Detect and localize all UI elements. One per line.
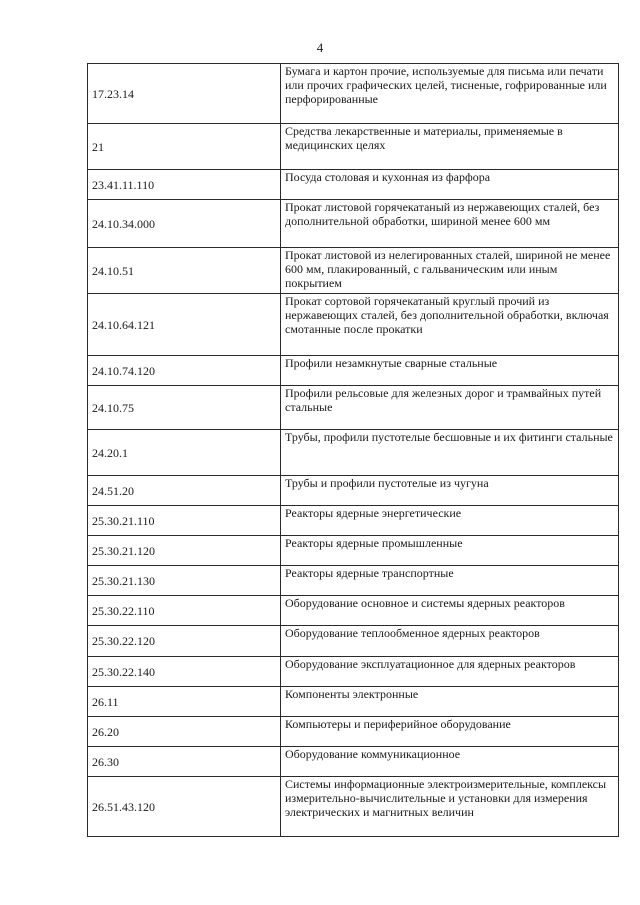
table-row: [88, 200, 619, 248]
product-code-cell: 24.10.64.121: [88, 294, 281, 356]
product-description-cell: Реакторы ядерные промышленные: [281, 536, 619, 566]
product-description-cell: Системы информационные электроизмерительные, комплексы измерительно-вычислительные и установки для измерения электрических и магнитных величин: [281, 777, 619, 837]
product-description-cell: Прокат листовой из нелегированных сталей, шириной не менее 600 мм, плакированный, с гальваническим или иным покрытием: [281, 248, 619, 294]
product-description-cell: Реакторы ядерные транспортные: [281, 566, 619, 596]
table-row: [88, 717, 619, 747]
product-code-cell: 25.30.22.110: [88, 596, 281, 626]
product-code-cell: 26.11: [88, 687, 281, 717]
table-row: [88, 294, 619, 356]
product-description-cell: Прокат листовой горячекатаный из нержавеющих сталей, без дополнительной обработки, шириной менее 600 мм: [281, 200, 619, 248]
product-description-cell: Оборудование основное и системы ядерных реакторов: [281, 596, 619, 626]
product-code-cell: 23.41.11.110: [88, 170, 281, 200]
product-code-cell: 21: [88, 124, 281, 170]
table-row: [88, 64, 619, 124]
product-code-cell: 24.51.20: [88, 476, 281, 506]
product-code-cell: 25.30.21.130: [88, 566, 281, 596]
product-code-cell: 17.23.14: [88, 64, 281, 124]
product-description-cell: Оборудование эксплуатационное для ядерных реакторов: [281, 657, 619, 687]
table-row: [88, 687, 619, 717]
page-number: 4: [316, 40, 324, 55]
product-code-cell: 26.20: [88, 717, 281, 747]
table-row: [88, 170, 619, 200]
product-description-cell: Оборудование коммуникационное: [281, 747, 619, 777]
product-code-cell: 25.30.21.110: [88, 506, 281, 536]
product-description-cell: Бумага и картон прочие, используемые для письма или печати или прочих графических целей, тисненые, гофрированные или перфорированные: [281, 64, 619, 124]
product-code-cell: 26.30: [88, 747, 281, 777]
table-body: [88, 64, 619, 837]
product-code-cell: 24.10.34.000: [88, 200, 281, 248]
product-description-cell: Профили незамкнутые сварные стальные: [281, 356, 619, 386]
table-row: [88, 626, 619, 657]
product-description-cell: Трубы, профили пустотелые бесшовные и их фитинги стальные: [281, 430, 619, 476]
product-code-cell: 24.10.74.120: [88, 356, 281, 386]
product-code-cell: 25.30.22.120: [88, 626, 281, 657]
table-row: [88, 248, 619, 294]
product-description-cell: Прокат сортовой горячекатаный круглый прочий из нержавеющих сталей, без дополнительной обработки, включая смотанные после прокатки: [281, 294, 619, 356]
table-row: [88, 777, 619, 837]
product-description-cell: Оборудование теплообменное ядерных реакторов: [281, 626, 619, 657]
product-description-cell: Компьютеры и периферийное оборудование: [281, 717, 619, 747]
table-row: [88, 566, 619, 596]
product-code-cell: 25.30.21.120: [88, 536, 281, 566]
product-code-cell: 25.30.22.140: [88, 657, 281, 687]
table-row: [88, 596, 619, 626]
table-row: [88, 356, 619, 386]
product-code-cell: 24.20.1: [88, 430, 281, 476]
table-row: [88, 124, 619, 170]
product-description-cell: Реакторы ядерные энергетические: [281, 506, 619, 536]
product-description-cell: Компоненты электронные: [281, 687, 619, 717]
table-row: [88, 506, 619, 536]
table-row: [88, 386, 619, 430]
table-row: [88, 476, 619, 506]
table-row: [88, 430, 619, 476]
product-description-cell: Трубы и профили пустотелые из чугуна: [281, 476, 619, 506]
product-code-cell: 26.51.43.120: [88, 777, 281, 837]
table-row: [88, 657, 619, 687]
product-description-cell: Профили рельсовые для железных дорог и трамвайных путей стальные: [281, 386, 619, 430]
table-row: [88, 536, 619, 566]
product-code-cell: 24.10.51: [88, 248, 281, 294]
product-description-cell: Посуда столовая и кухонная из фарфора: [281, 170, 619, 200]
table-row: [88, 747, 619, 777]
product-description-cell: Средства лекарственные и материалы, применяемые в медицинских целях: [281, 124, 619, 170]
product-code-cell: 24.10.75: [88, 386, 281, 430]
product-code-table: [87, 63, 619, 837]
